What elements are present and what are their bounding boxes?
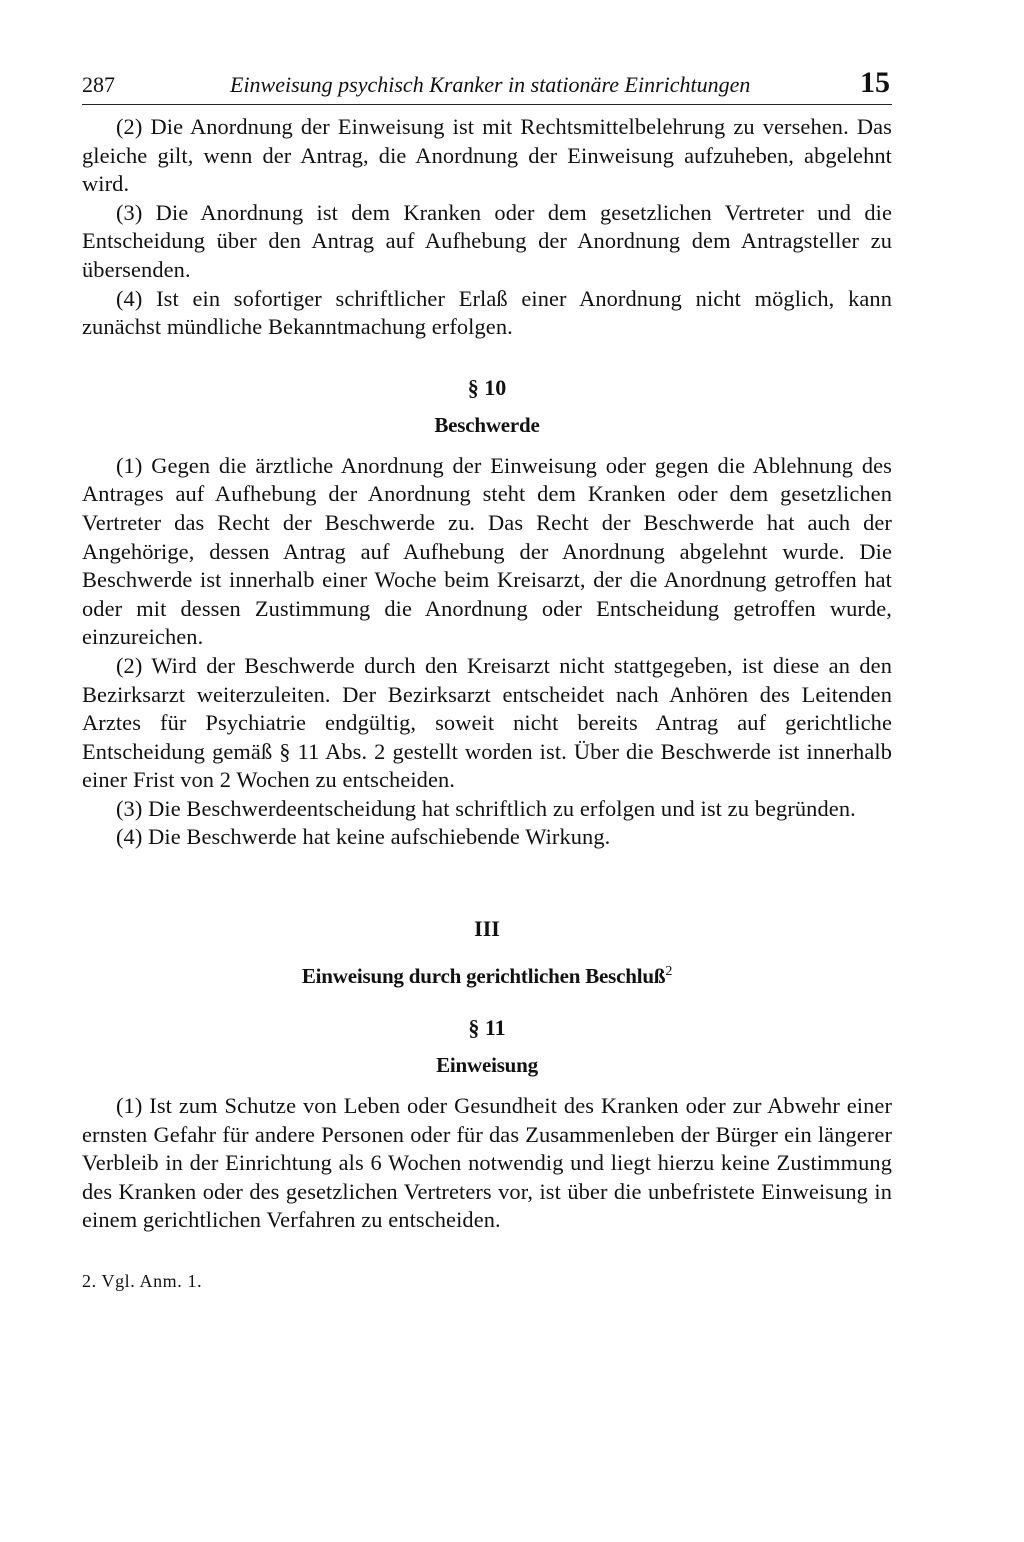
running-title: Einweisung psychisch Kranker in stationäre Einrichtungen	[230, 72, 751, 97]
section-title: Beschwerde	[434, 412, 540, 437]
part-title-text: Einweisung durch gerichtlichen Beschluß	[301, 964, 666, 989]
part-title	[82, 964, 892, 989]
section-11	[82, 1015, 892, 1235]
section-10	[82, 375, 892, 852]
section-number: § 10	[467, 374, 507, 400]
page-number: 287	[82, 72, 115, 97]
opening-block	[82, 113, 892, 342]
footnote-reference: 2	[665, 964, 673, 980]
paragraph: (2) Die Anordnung der Einweisung ist mit Rechtsmittelbelehrung zu versehen. Das gleiche gilt, wenn der Antrag, die Anordnung der Einweisung aufzuheben, abgelehnt wird.	[82, 114, 892, 197]
document-page	[82, 68, 892, 1292]
part-number: III	[474, 916, 500, 942]
part-3	[82, 916, 892, 989]
footnote: 2. Vgl. Anm. 1.	[82, 1271, 203, 1292]
running-header	[82, 68, 892, 105]
paragraph: (3) Die Beschwerdeentscheidung hat schriftlich zu erfolgen und ist zu begründen.	[116, 795, 856, 821]
paragraph: (1) Ist zum Schutze von Leben oder Gesundheit des Kranken oder zur Abwehr einer ernsten Gefahr für andere Personen oder für das Zusammenleben der Bürger ein längerer Verbleib in der Einrichtung als 6 Wochen notwendig und liegt hierzu keine Zustimmung des Kranken oder des gesetzlichen Vertreters vor, ist über die unbefristete Einweisung in einem gerichtlichen Verfahren zu entscheiden.	[82, 1093, 892, 1233]
section-number: § 11	[468, 1015, 506, 1041]
paragraph: (2) Wird der Beschwerde durch den Kreisarzt nicht stattgegeben, ist diese an den Bezirksarzt weiterzuleiten. Der Bezirksarzt entscheidet nach Anhören des Leitenden Arztes für Psychiatrie endgültig, soweit nicht bereits Antrag auf gerichtliche Entscheidung gemäß § 11 Abs. 2 gestellt worden ist. Über die Beschwerde ist innerhalb einer Frist von 2 Wochen zu entscheiden.	[82, 652, 892, 793]
paragraph: (4) Ist ein sofortiger schriftlicher Erlaß einer Anordnung nicht möglich, kann zunächst mündliche Bekanntmachung erfolgen.	[82, 285, 892, 340]
paragraph: (1) Gegen die ärztliche Anordnung der Einweisung oder gegen die Ablehnung des Antrages auf Aufhebung der Anordnung steht dem Kranken oder dem gesetzlichen Vertreter das Recht der Beschwerde zu. Das Recht der Beschwerde hat auch der Angehörige, dessen Antrag auf Aufhebung der Anordnung abgelehnt wurde. Die Beschwerde ist innerhalb einer Woche beim Kreisarzt, der die Anordnung getroffen hat oder mit dessen Zustimmung die Anordnung oder Entscheidung getroffen wurde, einzureichen.	[82, 452, 892, 650]
paragraph: (4) Die Beschwerde hat keine aufschiebende Wirkung.	[116, 824, 611, 850]
chapter-number: 15	[860, 66, 890, 99]
section-title: Einweisung	[436, 1053, 538, 1078]
paragraph: (3) Die Anordnung ist dem Kranken oder dem gesetzlichen Vertreter und die Entscheidung über den Antrag auf Aufhebung der Anordnung dem Antragsteller zu übersenden.	[82, 199, 892, 282]
